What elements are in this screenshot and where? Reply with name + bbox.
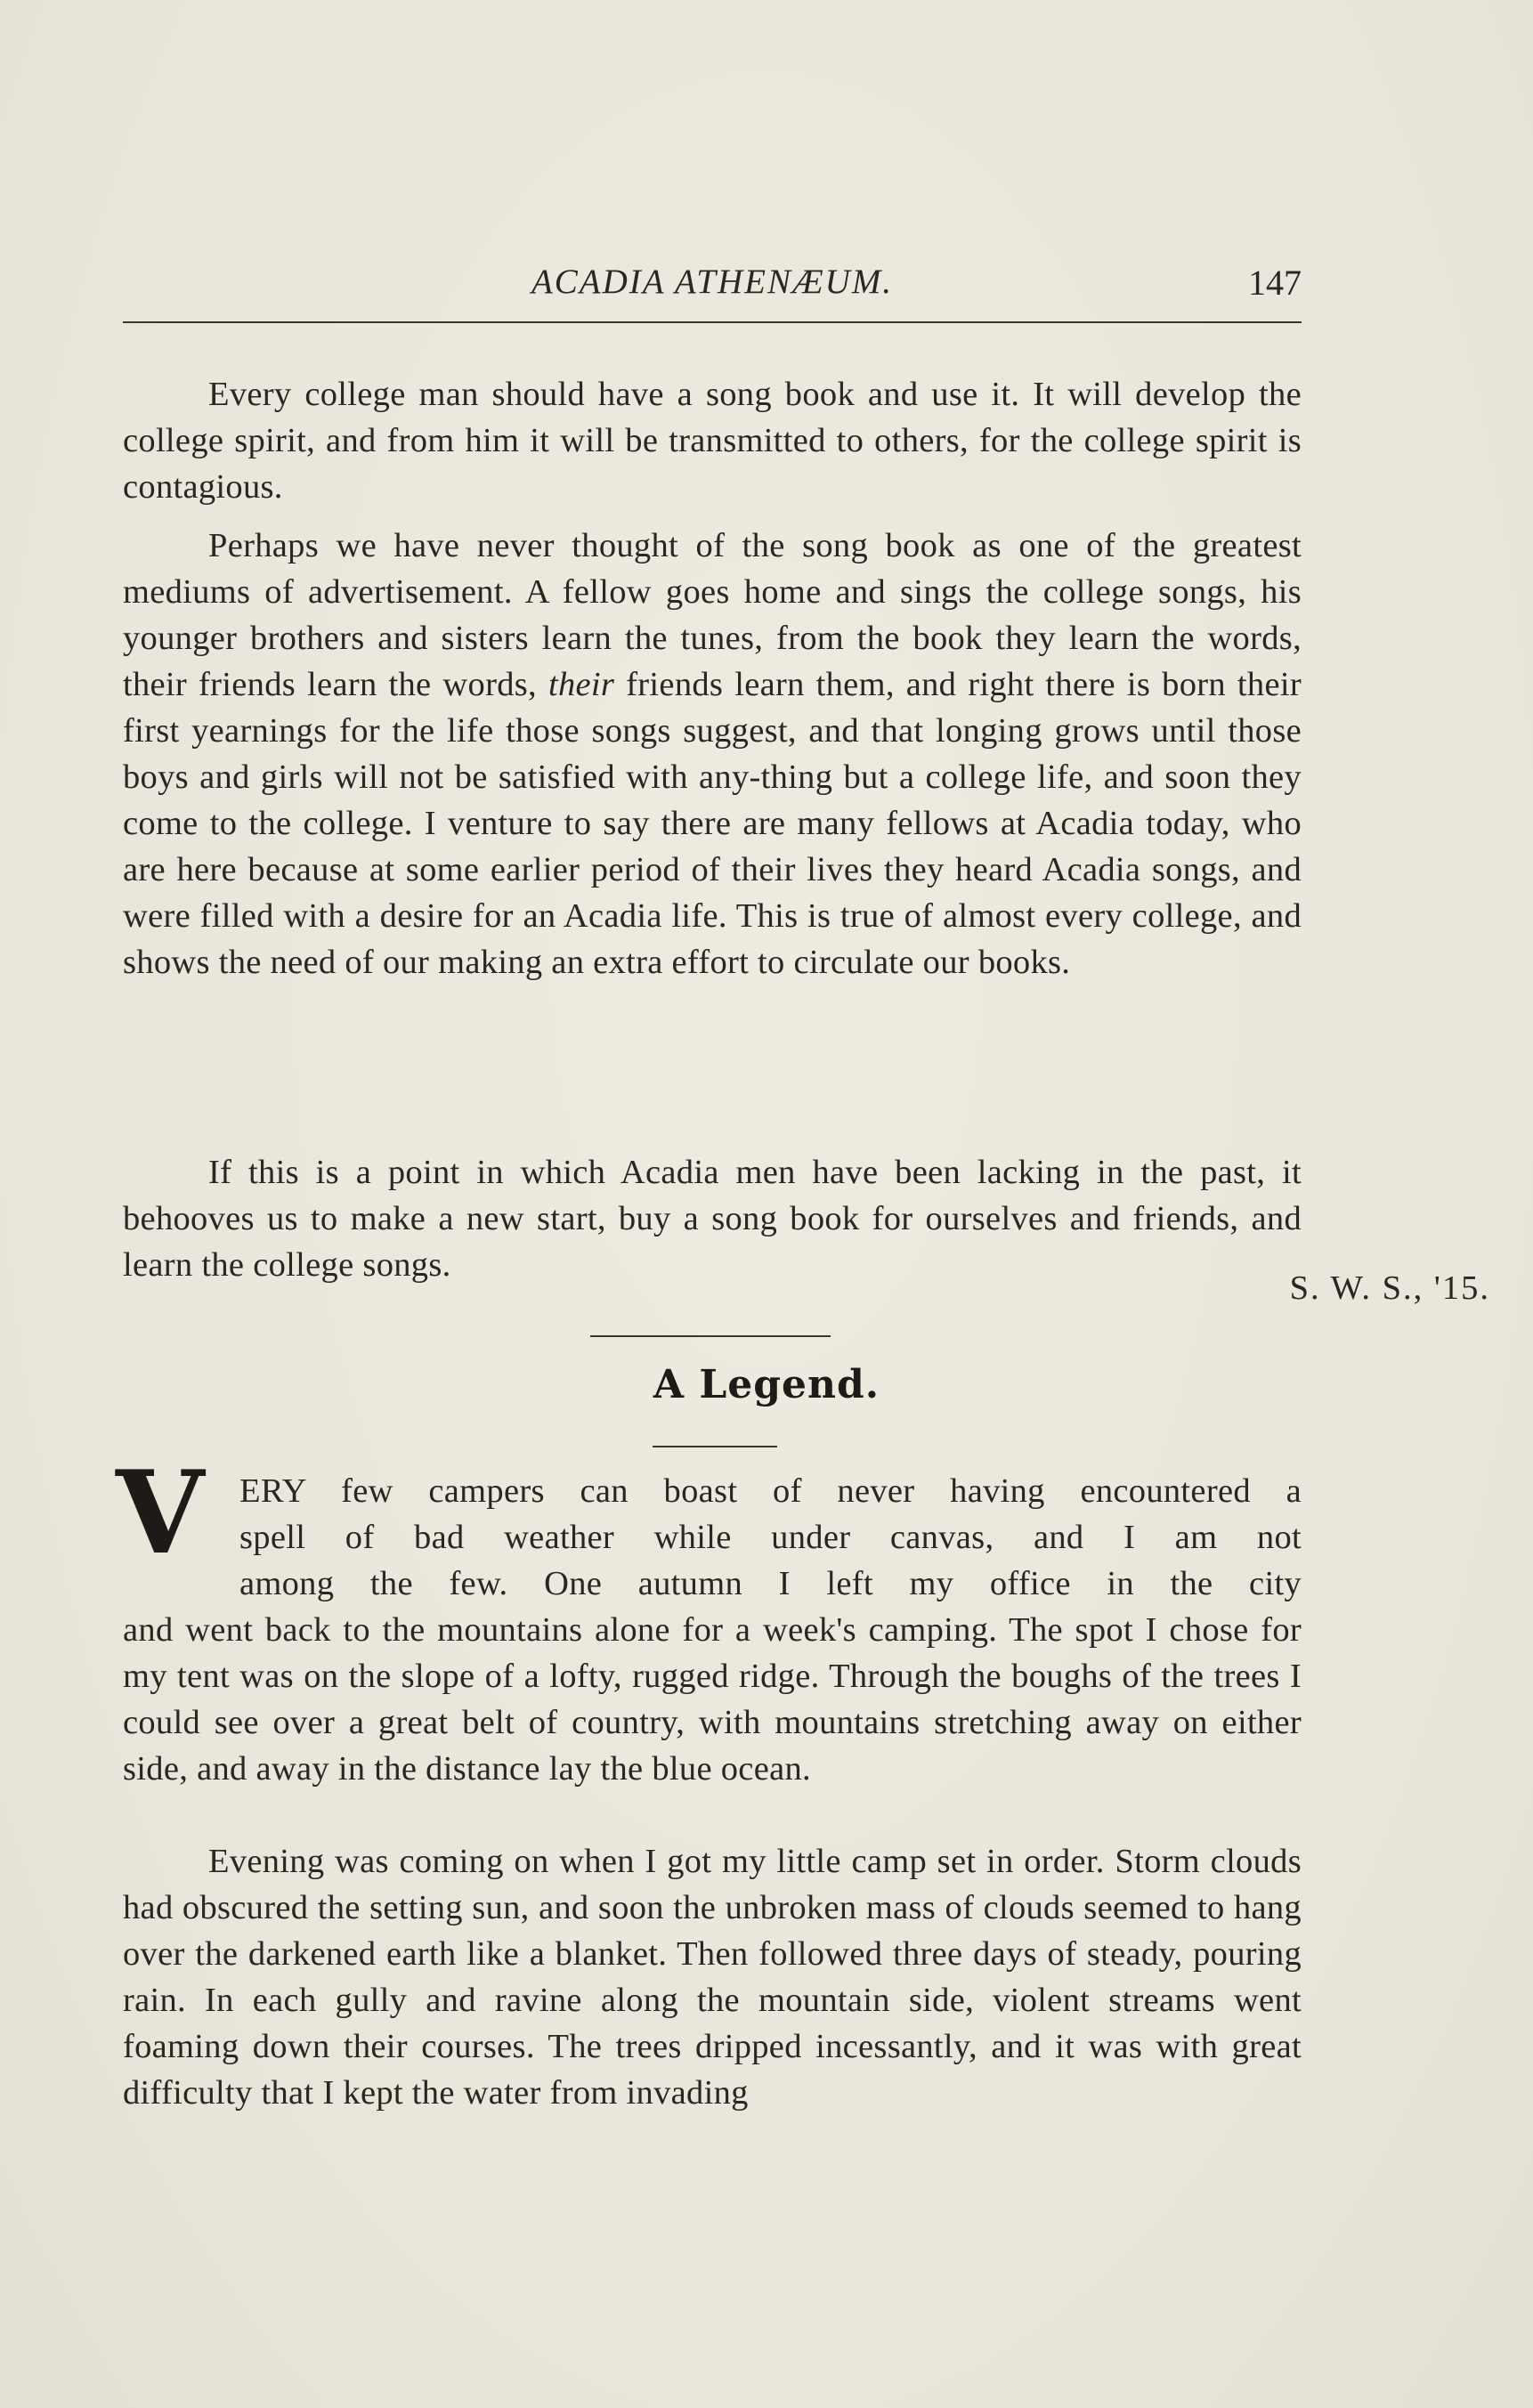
story-opening <box>123 1468 1302 1792</box>
page-number: 147 <box>1248 263 1302 303</box>
story-line-3: among the few. One autumn I left my office in the city <box>239 1565 1302 1602</box>
story-body <box>123 1838 1302 2116</box>
author-signature: S. W. S., '15. <box>1289 1269 1490 1307</box>
essay-closing <box>123 1149 1302 1288</box>
essay-paragraph-3: If this is a point in which Acadia men have been lacking in the past, it behooves us to make a new start, buy a song book for ourselves and friends, and learn the college songs. <box>123 1154 1302 1284</box>
essay-paragraph-2-start: Perhaps we have never thought of the song book as one of the greatest mediums of advertisement. A fellow goes home and sings the college songs, his younger brothers and sisters learn the tunes, from the book they learn the words, their friends learn the words, <box>123 527 1302 703</box>
essay-body <box>123 371 1302 985</box>
header-rule <box>123 321 1302 323</box>
story-line-2: spell of bad weather while under canvas, and I am not <box>239 1519 1302 1556</box>
story-paragraph-1-rest: and went back to the mountains alone for a week's camping. The spot I chose for my tent was on the slope of a lofty, rugged ridge. Through the boughs of the trees I could see over a great belt of country, with mountains stretching away on either side, and away in the distance lay the blue ocean. <box>123 1611 1302 1788</box>
emphasis-word: their <box>548 666 615 703</box>
drop-cap: V <box>116 1447 205 1580</box>
essay-paragraph-1: Every college man should have a song book and use it. It will develop the college spirit, and from him it will be transmitted to others, for the college spirit is contagious. <box>123 376 1302 506</box>
running-header <box>123 260 1302 310</box>
section-title: A Legend. <box>653 1362 880 1407</box>
section-divider-top <box>590 1335 831 1337</box>
story-paragraph-2: Evening was coming on when I got my little camp set in order. Storm clouds had obscured the setting sun, and soon the unbroken mass of clouds seemed to hang over the darkened earth like a blanket. Then followed three days of steady, pouring rain. In each gully and ravine along the mountain side, violent streams went foaming down their courses. The trees dripped incessantly, and it was with great difficulty that I kept the water from invading <box>123 1843 1302 2112</box>
section-divider-bottom <box>653 1446 777 1447</box>
story-line-1: ERY few campers can boast of never having encountered a <box>239 1472 1302 1510</box>
running-title: ACADIA ATHENÆUM. <box>531 263 894 301</box>
essay-paragraph-2 <box>123 523 1302 985</box>
essay-paragraph-2-end: friends learn them, and right there is born their first yearnings for the life those songs suggest, and that longing grows until those boys and girls will not be satisfied with any-thing but a college life, and soon they come to the college. I venture to say there are many fellows at Acadia today, who are here because at some earlier period of their lives they heard Acadia songs, and were filled with a desire for an Acadia life. This is true of almost every college, and shows the need of our making an extra effort to circulate our books. <box>123 666 1302 981</box>
